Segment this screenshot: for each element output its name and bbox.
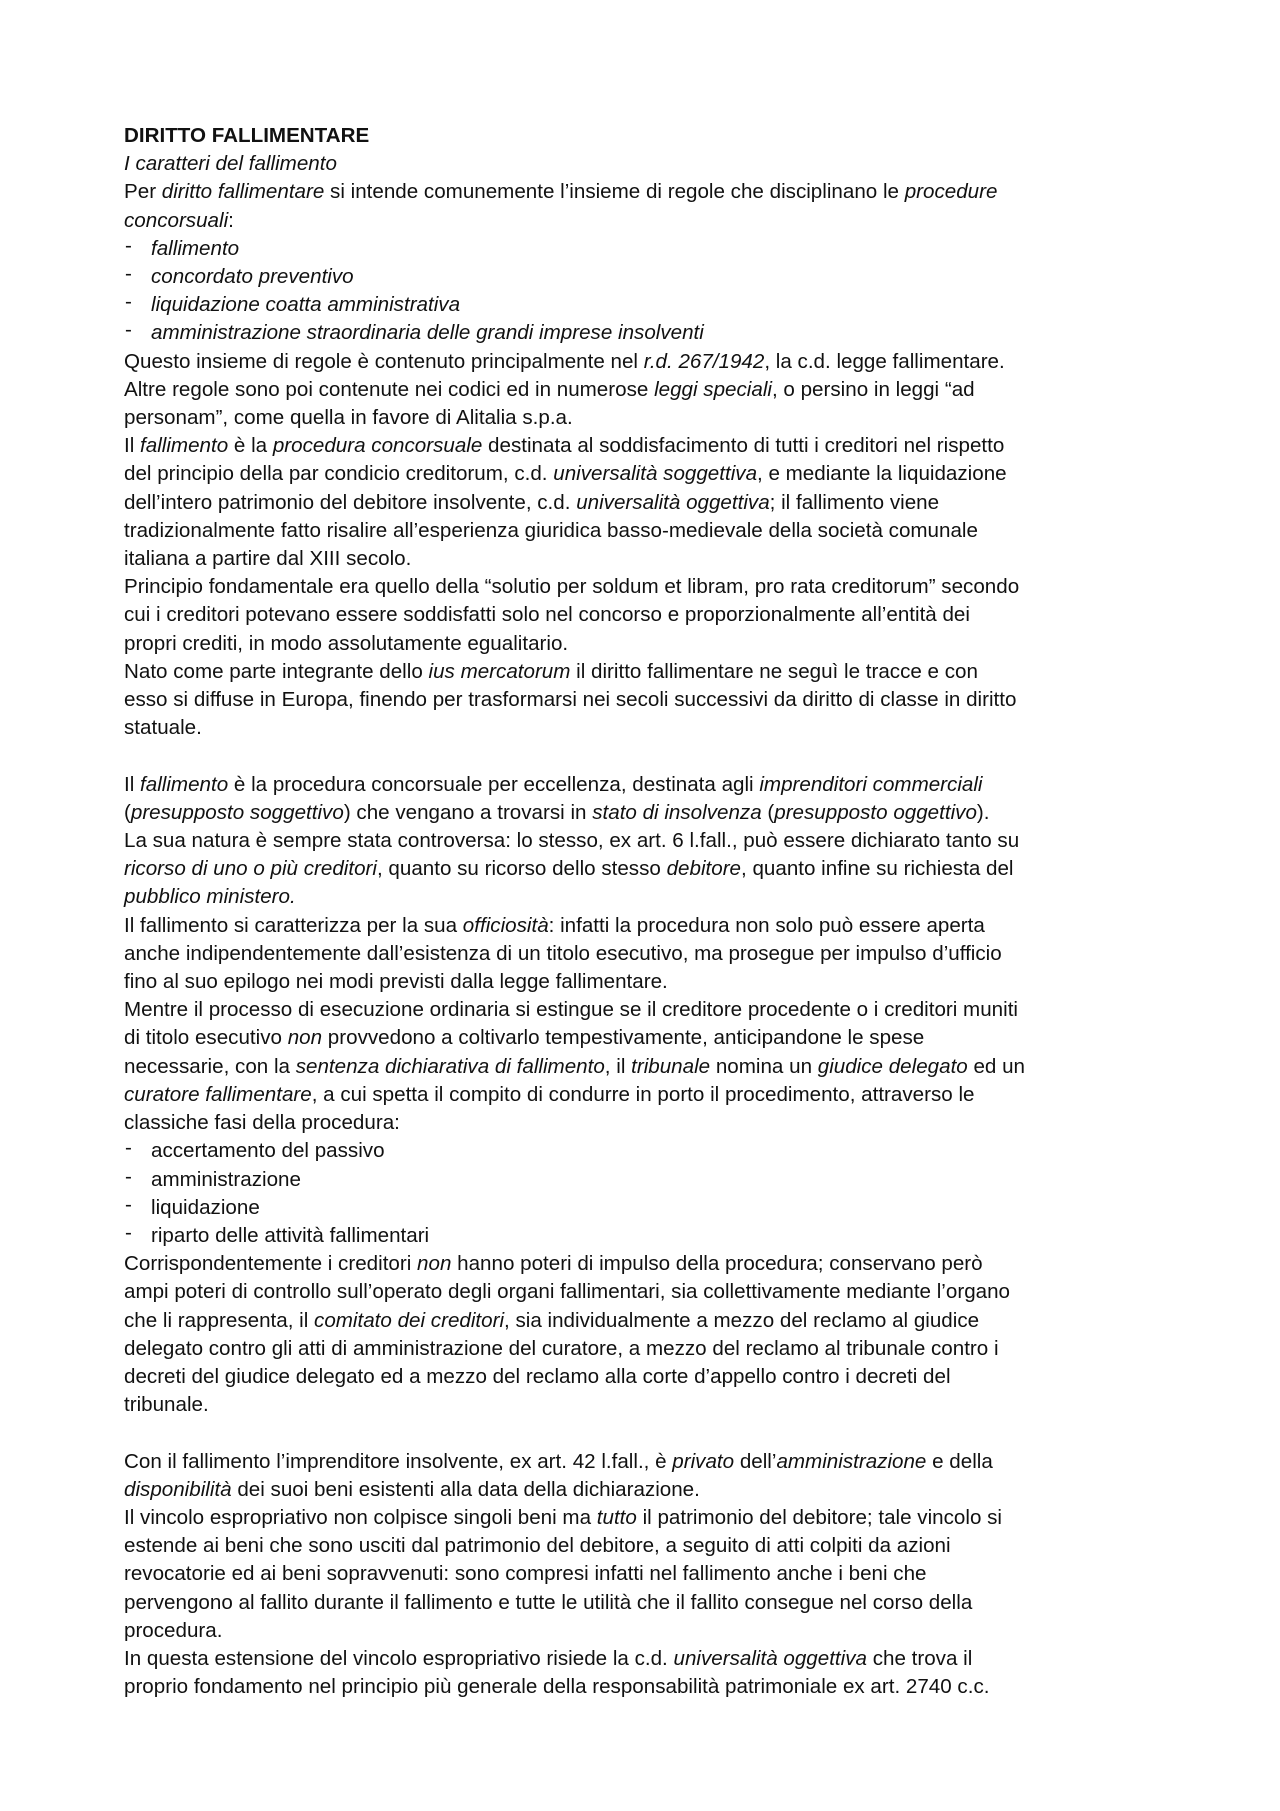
text-segment: Il vincolo espropriativo non colpisce singoli beni ma [124, 1505, 597, 1529]
text-segment: Principio fondamentale era quello della “solutio per soldum et libram, pro rata creditorum” secondo [124, 575, 1020, 599]
list-item-text: concordato preventivo [151, 265, 354, 289]
list-item-text: riparto delle attività fallimentari [151, 1223, 430, 1247]
text-line [124, 1645, 1160, 1673]
text-line [124, 1109, 1160, 1137]
italic-term: procedure [904, 180, 998, 204]
text-line [124, 376, 1160, 404]
dash-bullet: - [125, 1136, 132, 1160]
text-line [124, 1532, 1160, 1560]
italic-term: sentenza dichiarativa di fallimento [295, 1054, 605, 1078]
text-line [124, 630, 1160, 658]
text-segment: e della [926, 1449, 993, 1473]
text-segment: , il [604, 1054, 632, 1078]
text-line [124, 207, 1160, 235]
list-item [124, 1137, 1160, 1165]
italic-term: fallimento [140, 434, 229, 458]
text-segment: statuale. [124, 716, 202, 740]
italic-term: r.d. 267/1942 [643, 349, 765, 373]
italic-term: non [417, 1252, 452, 1276]
text-segment: ampi poteri di controllo sull’operato degli organi fallimentari, sia collettivamente mediante l’organo [124, 1280, 1011, 1304]
italic-term: presupposto oggettivo [774, 800, 977, 824]
section-subtitle: I caratteri del fallimento [124, 152, 337, 176]
text-segment: La sua natura è sempre stata controversa: lo stesso, ex art. 6 l.fall., può essere dichiarato tanto su [124, 829, 1020, 853]
text-segment: ). [976, 800, 990, 824]
text-segment: provvedono a coltivarlo tempestivamente, anticipandone le spese [322, 1026, 925, 1050]
text-segment: di titolo esecutivo [124, 1026, 288, 1050]
list-item-text: accertamento del passivo [151, 1139, 385, 1163]
text-segment: pervengono al fallito durante il fallimento e tutte le utilità che il fallito consegue nel corso della [124, 1590, 973, 1614]
paragraph-gap [124, 742, 1160, 770]
italic-term: comitato dei creditori [314, 1308, 505, 1332]
text-line [124, 1476, 1160, 1504]
text-segment: , a cui spetta il compito di condurre in porto il procedimento, attraverso le [311, 1082, 975, 1106]
text-segment: estende ai beni che sono usciti dal patrimonio del debitore, a seguito di atti colpiti da azioni [124, 1534, 951, 1558]
text-segment: Con il fallimento l’imprenditore insolvente, ex art. 42 l.fall., è [124, 1449, 673, 1473]
text-line [124, 1391, 1160, 1419]
text-segment: Mentre il processo di esecuzione ordinaria si estingue se il creditore procedente o i creditori muniti [124, 998, 1018, 1022]
italic-term: curatore fallimentare [124, 1082, 312, 1106]
text-segment: dell’ [734, 1449, 777, 1473]
text-line [124, 517, 1160, 545]
text-segment: ( [761, 800, 775, 824]
dash-bullet: - [125, 1192, 132, 1216]
italic-term: concorsuali [124, 208, 229, 232]
italic-term: officiosità [462, 913, 549, 937]
italic-term: fallimento [140, 772, 229, 796]
italic-term: ricorso di uno o più creditori [124, 857, 377, 881]
text-segment: ; il fallimento viene [769, 490, 940, 514]
text-line [124, 460, 1160, 488]
text-line [124, 432, 1160, 460]
procedures-list [124, 235, 1160, 348]
italic-term: tutto [596, 1505, 637, 1529]
italic-term: universalità oggettiva [673, 1646, 867, 1670]
dash-bullet: - [125, 1164, 132, 1188]
text-line [124, 1335, 1160, 1363]
paragraph-fallimento [124, 771, 1160, 1138]
italic-term: privato [672, 1449, 735, 1473]
text-segment: Per [124, 180, 162, 204]
dash-bullet: - [125, 233, 132, 257]
text-line [124, 912, 1160, 940]
text-segment: anche indipendentemente dall’esistenza di un titolo esecutivo, ma prosegue per impulso d’ufficio [124, 941, 1002, 965]
paragraph-vincolo [124, 1448, 1160, 1702]
text-segment: ed un [967, 1054, 1026, 1078]
text-line [124, 404, 1160, 432]
text-segment: italiana a partire dal XIII secolo. [124, 547, 412, 571]
text-segment: che trova il [866, 1646, 973, 1670]
intro-block [124, 178, 1160, 234]
text-segment: è la procedura concorsuale per eccellenza, destinata agli [228, 772, 760, 796]
italic-term: amministrazione [776, 1449, 927, 1473]
italic-term: leggi speciali [654, 377, 772, 401]
italic-term: ius mercatorum [428, 659, 571, 683]
text-line [124, 996, 1160, 1024]
italic-term: diritto fallimentare [161, 180, 325, 204]
italic-term: stato di insolvenza [592, 800, 762, 824]
dash-bullet: - [125, 290, 132, 314]
text-segment: fino al suo epilogo nei modi previsti dalla legge fallimentare. [124, 970, 668, 994]
text-line [124, 940, 1160, 968]
italic-term: universalità soggettiva [553, 462, 758, 486]
text-line [124, 1504, 1160, 1532]
text-line [124, 714, 1160, 742]
text-segment: procedura. [124, 1618, 223, 1642]
paragraph-origins [124, 348, 1160, 743]
text-line [124, 1278, 1160, 1306]
text-line [124, 968, 1160, 996]
list-item-text: fallimento [151, 236, 240, 260]
text-segment: che li rappresenta, il [124, 1308, 315, 1332]
italic-term: tribunale [631, 1054, 711, 1078]
text-segment: Il fallimento si caratterizza per la sua [124, 913, 463, 937]
text-segment: : infatti la procedura non solo può essere aperta [548, 913, 985, 937]
text-line [124, 883, 1160, 911]
text-line [124, 855, 1160, 883]
text-segment: classiche fasi della procedura: [124, 1111, 400, 1135]
text-line [124, 1617, 1160, 1645]
paragraph-creditori [124, 1250, 1160, 1419]
text-line [124, 1307, 1160, 1335]
text-segment: tradizionalmente fatto risalire all’esperienza giuridica basso-medievale della società comunale [124, 518, 978, 542]
text-segment: propri crediti, in modo assolutamente egualitario. [124, 631, 569, 655]
text-line [124, 1560, 1160, 1588]
list-item [124, 1194, 1160, 1222]
italic-term: presupposto soggettivo [130, 800, 344, 824]
text-segment: In questa estensione del vincolo espropriativo risiede la c.d. [124, 1646, 674, 1670]
text-segment: , quanto infine su richiesta del [741, 857, 1014, 881]
text-segment: cui i creditori potevano essere soddisfatti solo nel concorso e proporzionalmente all’entità dei [124, 603, 970, 627]
text-segment: , o persino in leggi “ad [771, 377, 975, 401]
text-segment: Altre regole sono poi contenute nei codici ed in numerose [124, 377, 655, 401]
text-line [124, 771, 1160, 799]
text-segment: Il [124, 772, 141, 796]
text-line [124, 601, 1160, 629]
list-item [124, 291, 1160, 319]
text-line [124, 348, 1160, 376]
text-segment: , sia individualmente a mezzo del reclamo al giudice [504, 1308, 980, 1332]
text-line [124, 686, 1160, 714]
text-segment: destinata al soddisfacimento di tutti i creditori nel rispetto [482, 434, 1005, 458]
list-item [124, 319, 1160, 347]
text-line [124, 1448, 1160, 1476]
text-segment: esso si diffuse in Europa, finendo per trasformarsi nei secoli successivi da diritto di classe in diritto [124, 688, 1017, 712]
text-line [124, 1673, 1160, 1701]
text-segment: revocatorie ed ai beni sopravvenuti: sono compresi infatti nel fallimento anche i beni che [124, 1562, 927, 1586]
text-segment: delegato contro gli atti di amministrazione del curatore, a mezzo del reclamo al tribunale contro i [124, 1336, 999, 1360]
list-item [124, 235, 1160, 263]
italic-term: debitore [666, 857, 742, 881]
text-line [124, 1363, 1160, 1391]
text-line [124, 489, 1160, 517]
text-segment: , quanto su ricorso dello stesso [376, 857, 667, 881]
text-segment: , e mediante la liquidazione [757, 462, 1007, 486]
text-line [124, 573, 1160, 601]
text-line [124, 1589, 1160, 1617]
text-segment: è la [228, 434, 273, 458]
list-item [124, 1222, 1160, 1250]
dash-bullet: - [125, 1220, 132, 1244]
italic-term: disponibilità [124, 1477, 232, 1501]
text-segment: , la c.d. legge fallimentare. [764, 349, 1005, 373]
italic-term: procedura concorsuale [272, 434, 483, 458]
list-item-text: liquidazione [151, 1195, 260, 1219]
text-line [124, 1053, 1160, 1081]
text-line [124, 1250, 1160, 1278]
text-segment: ( [124, 800, 131, 824]
text-segment: tribunale. [124, 1393, 209, 1417]
list-item-text: amministrazione straordinaria delle grandi imprese insolventi [151, 321, 704, 345]
list-item-text: amministrazione [151, 1167, 301, 1191]
text-line [124, 1024, 1160, 1052]
italic-term: giudice delegato [817, 1054, 968, 1078]
list-item-text: liquidazione coatta amministrativa [151, 293, 461, 317]
text-line [124, 178, 1160, 206]
document-title: DIRITTO FALLIMENTARE [124, 124, 370, 147]
text-segment: dell’intero patrimonio del debitore insolvente, c.d. [124, 490, 577, 514]
text-segment: Questo insieme di regole è contenuto principalmente nel [124, 349, 644, 373]
text-segment: si intende comunemente l’insieme di regole che disciplinano le [324, 180, 905, 204]
paragraph-gap [124, 1419, 1160, 1447]
phases-list [124, 1137, 1160, 1250]
text-segment: Corrispondentemente i creditori [124, 1252, 418, 1276]
text-segment: dei suoi beni esistenti alla data della dichiarazione. [231, 1477, 700, 1501]
text-line [124, 545, 1160, 573]
text-segment: nomina un [710, 1054, 818, 1078]
list-item [124, 263, 1160, 291]
text-segment: decreti del giudice delegato ed a mezzo del reclamo alla corte d’appello contro i decreti del [124, 1364, 951, 1388]
text-segment: necessarie, con la [124, 1054, 296, 1078]
dash-bullet: - [125, 262, 132, 286]
text-segment: il diritto fallimentare ne seguì le tracce e con [570, 659, 978, 683]
text-segment: : [228, 208, 234, 232]
italic-term: imprenditori commerciali [759, 772, 983, 796]
dash-bullet: - [125, 318, 132, 342]
text-segment: ) che vengano a trovarsi in [343, 800, 593, 824]
text-segment: proprio fondamento nel principio più generale della responsabilità patrimoniale ex art. 2740 c.c. [124, 1675, 990, 1699]
text-line [124, 1081, 1160, 1109]
italic-term: non [287, 1026, 323, 1050]
text-line [124, 827, 1160, 855]
italic-term: universalità oggettiva [576, 490, 770, 514]
text-segment: hanno poteri di impulso della procedura; conservano però [451, 1252, 983, 1276]
text-line [124, 799, 1160, 827]
text-segment: personam”, come quella in favore di Alitalia s.p.a. [124, 406, 573, 430]
italic-term: pubblico ministero. [124, 885, 296, 909]
list-item [124, 1166, 1160, 1194]
text-segment: Il [124, 434, 141, 458]
text-segment: Nato come parte integrante dello [124, 659, 429, 683]
text-line [124, 658, 1160, 686]
text-segment: il patrimonio del debitore; tale vincolo si [636, 1505, 1003, 1529]
text-segment: del principio della par condicio creditorum, c.d. [124, 462, 554, 486]
